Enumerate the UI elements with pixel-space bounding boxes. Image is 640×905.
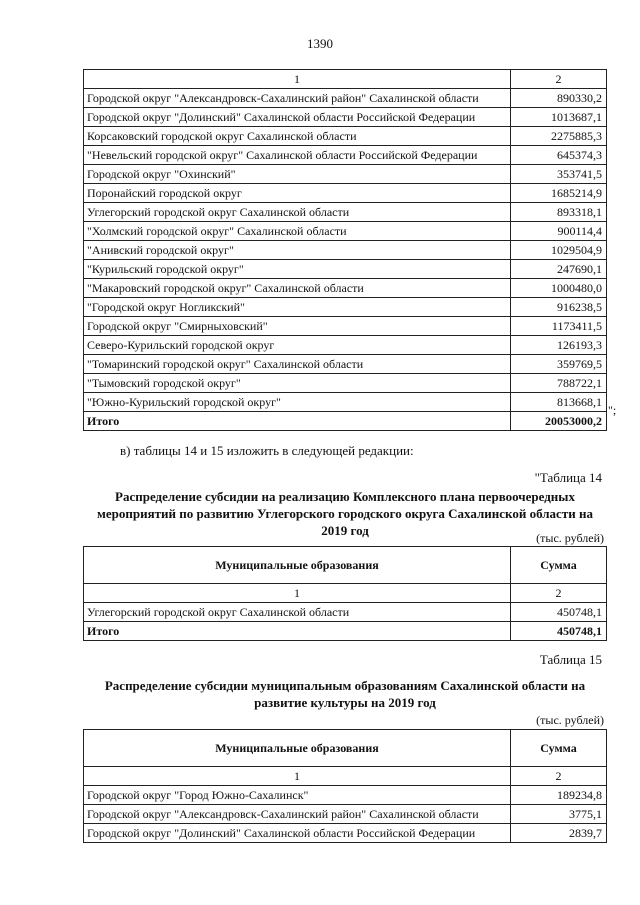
municipality-name: Поронайский городской округ xyxy=(84,184,511,203)
amount-value: 916238,5 xyxy=(511,298,607,317)
table-row xyxy=(84,222,607,241)
table15-label: Таблица 15 xyxy=(539,652,602,667)
municipality-name: "Тымовский городской округ" xyxy=(84,374,511,393)
table14-total-row xyxy=(84,622,607,641)
table14-unit: (тыс. рублей) xyxy=(536,531,604,545)
column-number-1: 1 xyxy=(84,70,511,89)
municipality-name: "Городской округ Ногликский" xyxy=(84,298,511,317)
table14-label: "Таблица 14 xyxy=(534,470,602,485)
amount-value: 3775,1 xyxy=(511,805,607,824)
amount-value: 353741,5 xyxy=(511,165,607,184)
table14-num-2: 2 xyxy=(511,584,607,603)
table-row xyxy=(84,336,607,355)
table14-num-row xyxy=(84,584,607,603)
table-row xyxy=(84,805,607,824)
municipality-name: Городской округ "Охинский" xyxy=(84,165,511,184)
table-row xyxy=(84,279,607,298)
table-total-row xyxy=(84,412,607,431)
table15-header-row xyxy=(84,730,607,767)
table-row xyxy=(84,393,607,412)
table-continued xyxy=(83,69,607,431)
table-row xyxy=(84,260,607,279)
table-row xyxy=(84,317,607,336)
municipality-name: Корсаковский городской округ Сахалинской области xyxy=(84,127,511,146)
column-number-2: 2 xyxy=(511,70,607,89)
municipality-name: "Анивский городской округ" xyxy=(84,241,511,260)
table-row xyxy=(84,603,607,622)
amount-value: 450748,1 xyxy=(511,603,607,622)
amount-value: 890330,2 xyxy=(511,89,607,108)
table-row xyxy=(84,127,607,146)
total-value: 20053000,2 xyxy=(511,412,607,431)
amount-value: 1173411,5 xyxy=(511,317,607,336)
table15-col-sum: Сумма xyxy=(511,730,607,767)
amendment-paragraph: в) таблицы 14 и 15 изложить в следующей редакции: xyxy=(120,443,414,458)
amount-value: 1000480,0 xyxy=(511,279,607,298)
table15-title: Распределение субсидии муниципальным образованиям Сахалинской области на развитие культуры на 2019 год xyxy=(104,678,586,710)
table14-num-1: 1 xyxy=(84,584,511,603)
table-row xyxy=(84,374,607,393)
table-row xyxy=(84,165,607,184)
table14-col-sum: Сумма xyxy=(511,547,607,584)
municipality-name: Городской округ "Долинский" Сахалинской области Российской Федерации xyxy=(84,108,511,127)
amount-value: 893318,1 xyxy=(511,203,607,222)
municipality-name: Углегорский городской округ Сахалинской области xyxy=(84,603,511,622)
amount-value: 359769,5 xyxy=(511,355,607,374)
municipality-name: Городской округ "Александровск-Сахалинский район" Сахалинской области xyxy=(84,805,511,824)
total-label: Итого xyxy=(84,412,511,431)
table-row xyxy=(84,146,607,165)
table-row xyxy=(84,184,607,203)
table15-col-municipality: Муниципальные образования xyxy=(84,730,511,767)
table-row xyxy=(84,824,607,843)
table-header-row xyxy=(84,70,607,89)
municipality-name: "Невельский городской округ" Сахалинской области Российской Федерации xyxy=(84,146,511,165)
amount-value: 813668,1 xyxy=(511,393,607,412)
amount-value: 189234,8 xyxy=(511,786,607,805)
municipality-name: "Курильский городской округ" xyxy=(84,260,511,279)
table14 xyxy=(83,546,607,641)
municipality-name: Городской округ "Смирныховский" xyxy=(84,317,511,336)
table15-unit: (тыс. рублей) xyxy=(536,713,604,727)
amount-value: 645374,3 xyxy=(511,146,607,165)
table14-header-row xyxy=(84,547,607,584)
amount-value: 126193,3 xyxy=(511,336,607,355)
table15-num-row xyxy=(84,767,607,786)
municipality-name: Городской округ "Александровск-Сахалинский район" Сахалинской области xyxy=(84,89,511,108)
municipality-name: "Южно-Курильский городской округ" xyxy=(84,393,511,412)
amount-value: 2839,7 xyxy=(511,824,607,843)
amount-value: 788722,1 xyxy=(511,374,607,393)
table-row xyxy=(84,241,607,260)
amount-value: 900114,4 xyxy=(511,222,607,241)
amount-value: 1685214,9 xyxy=(511,184,607,203)
table14-col-municipality: Муниципальные образования xyxy=(84,547,511,584)
table-row xyxy=(84,355,607,374)
table14-total-value: 450748,1 xyxy=(511,622,607,641)
municipality-name: Городской округ "Город Южно-Сахалинск" xyxy=(84,786,511,805)
table15 xyxy=(83,729,607,843)
table15-num-1: 1 xyxy=(84,767,511,786)
municipality-name: "Томаринский городской округ" Сахалинской области xyxy=(84,355,511,374)
amount-value: 2275885,3 xyxy=(511,127,607,146)
table-row xyxy=(84,108,607,127)
page-number: 1390 xyxy=(307,36,333,51)
municipality-name: "Макаровский городской округ" Сахалинской области xyxy=(84,279,511,298)
municipality-name: Городской округ "Долинский" Сахалинской области Российской Федерации xyxy=(84,824,511,843)
amount-value: 1013687,1 xyxy=(511,108,607,127)
municipality-name: Углегорский городской округ Сахалинской области xyxy=(84,203,511,222)
closing-quote: "; xyxy=(608,403,617,417)
municipality-name: "Холмский городской округ" Сахалинской области xyxy=(84,222,511,241)
municipality-name: Северо-Курильский городской округ xyxy=(84,336,511,355)
amount-value: 247690,1 xyxy=(511,260,607,279)
table14-title: Распределение субсидии на реализацию Комплексного плана первоочередных мероприятий по развитию Углегорского городского округа Сахалинской области на 2019 год xyxy=(97,489,593,538)
table14-total-label: Итого xyxy=(84,622,511,641)
table15-num-2: 2 xyxy=(511,767,607,786)
table-row xyxy=(84,89,607,108)
amount-value: 1029504,9 xyxy=(511,241,607,260)
table-row xyxy=(84,298,607,317)
table-row xyxy=(84,203,607,222)
table-row xyxy=(84,786,607,805)
